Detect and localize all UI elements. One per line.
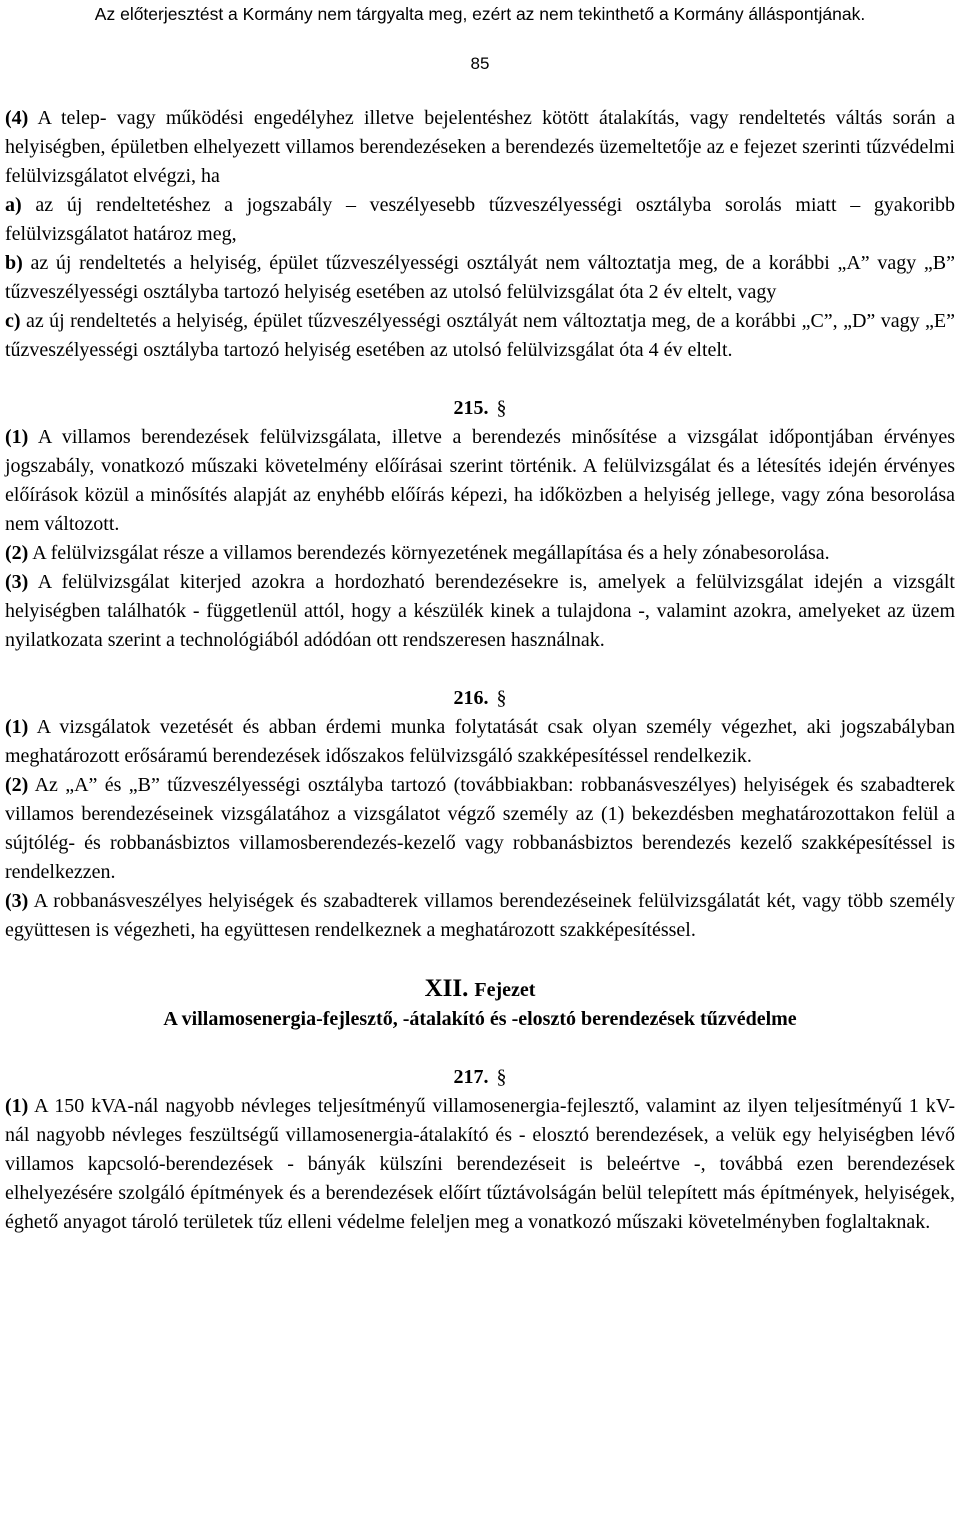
section-number: 216. xyxy=(453,687,489,709)
page-number: 85 xyxy=(470,54,490,73)
paragraph-number: (4) xyxy=(5,107,29,129)
paragraph-number: (1) xyxy=(5,1095,29,1117)
paragraph-number: (2) xyxy=(5,774,29,796)
list-text: az új rendeltetéshez a jogszabály – veszélyesebb tűzveszélyességi osztályba sorolás miatt – gyakoribb felülvizsgálatot határoz meg, xyxy=(5,194,955,245)
paragraph-214-4 xyxy=(5,104,955,191)
paragraph-text: A robbanásveszélyes helyiségek és szabadterek villamos berendezéseinek felülvizsgálatát két, vagy több személy együttesen is végezheti, ha együttesen rendelkeznek a meghatározott szakképesítéssel. xyxy=(5,890,955,941)
section-sign: § xyxy=(496,1066,507,1088)
paragraph-number: (3) xyxy=(5,890,29,912)
chapter-title: A villamosenergia-fejlesztő, -átalakító és -elosztó berendezések tűzvédelme xyxy=(163,1008,797,1030)
section-number: 217. xyxy=(453,1066,489,1088)
list-label: c) xyxy=(5,310,21,332)
list-item-b xyxy=(5,249,955,307)
document-header-note: Az előterjesztést a Kormány nem tárgyalta meg, ezért az nem tekinthető a Kormány álláspontjának. xyxy=(94,4,866,24)
list-item-c xyxy=(5,307,955,365)
chapter-label: Fejezet xyxy=(474,979,536,1001)
section-heading-215 xyxy=(5,394,955,423)
list-label: b) xyxy=(5,252,23,274)
paragraph-text: Az „A” és „B” tűzveszélyességi osztályba tartozó (továbbiakban: robbanásveszélyes) helyiségek és szabadterek villamos berendezéseinek vizsgálatához a vizsgálatot végző személy az (1) bekezdésben meghatározottakon felül a sújtólég- és robbanásbiztos villamosberendezés-kezelő vagy robbanásbiztos berendezés kezelő szakképesítéssel is rendelkezzen. xyxy=(5,774,955,883)
paragraph-216-2 xyxy=(5,771,955,887)
paragraph-text: A felülvizsgálat kiterjed azokra a hordozható berendezésekre is, amelyek a felülvizsgálat idején a vizsgált helyiségben találhatók - függetlenül attól, hogy a készülék kinek a tulajdona -, valamint azokra, amelyeket az üzem nyilatkozata szerint a technológiából adódóan ott rendszeresen használnak. xyxy=(5,571,955,651)
section-sign: § xyxy=(496,397,507,419)
section-heading-217 xyxy=(5,1063,955,1092)
paragraph-text: A 150 kVA-nál nagyobb névleges teljesítményű villamosenergia-fejlesztő, valamint az ilyen teljesítményű 1 kV-nál nagyobb névleges feszültségű villamosenergia-átalakító és - elosztó berendezések, a velük egy helyiségben lévő villamos kapcsoló-berendezések - bányák külszíni berendezéseit is beleértve -, továbbá ezen berendezések elhelyezésére szolgáló építmények és a berendezések előírt tűztávolságán belül telepített más építmények, helyiségek, éghető anyagot tároló területek tűz elleni védelme feleljen meg a vonatkozó műszaki követelményben foglaltaknak. xyxy=(5,1095,955,1233)
paragraph-217-1 xyxy=(5,1092,955,1237)
paragraph-text: A vizsgálatok vezetését és abban érdemi munka folytatását csak olyan személy végezhet, aki jogszabályban meghatározott erősáramú berendezések időszakos felülvizsgáló szakképesítéssel rendelkezik. xyxy=(5,716,955,767)
paragraph-number: (1) xyxy=(5,426,29,448)
document-body xyxy=(5,104,955,1237)
paragraph-text: A telep- vagy működési engedélyhez illetve bejelentéshez kötött átalakítás, vagy rendeltetés váltás során a helyiségben, épületben elhelyezett villamos berendezéseken a berendezés üzemeltetője az e fejezet szerinti tűzvédelmi felülvizsgálatot elvégzi, ha xyxy=(5,107,955,187)
section-number: 215. xyxy=(453,397,489,419)
list-text: az új rendeltetés a helyiség, épület tűzveszélyességi osztályát nem változtatja meg, de a korábbi „A” vagy „B” tűzveszélyességi osztályba tartozó helyiség esetében az utolsó felülvizsgálat óta 2 év eltelt, vagy xyxy=(5,252,955,303)
paragraph-215-3 xyxy=(5,568,955,655)
paragraph-number: (3) xyxy=(5,571,29,593)
paragraph-215-1 xyxy=(5,423,955,539)
list-label: a) xyxy=(5,194,22,216)
section-sign: § xyxy=(496,687,507,709)
list-item-a xyxy=(5,191,955,249)
list-text: az új rendeltetés a helyiség, épület tűzveszélyességi osztályát nem változtatja meg, de a korábbi „C”, „D” vagy „E” tűzveszélyességi osztályba tartozó helyiség esetében az utolsó felülvizsgálat óta 4 év eltelt. xyxy=(5,310,955,361)
paragraph-216-1 xyxy=(5,713,955,771)
paragraph-text: A felülvizsgálat része a villamos berendezés környezetének megállapítása és a hely zónabesorolása. xyxy=(28,542,830,564)
paragraph-number: (2) xyxy=(5,542,29,564)
paragraph-number: (1) xyxy=(5,716,29,738)
paragraph-216-3 xyxy=(5,887,955,945)
chapter-heading xyxy=(5,974,955,1005)
paragraph-215-2 xyxy=(5,539,955,568)
paragraph-text: A villamos berendezések felülvizsgálata, illetve a berendezés minősítése a vizsgálat időpontjában érvényes jogszabály, vonatkozó műszaki követelmény előírásai szerint történik. A felülvizsgálat és a létesítés idején érvényes előírások közül a minősítés alapját az enyhébb előírás képezi, ha időközben a helyiség jellege, vagy zóna besorolása nem változott. xyxy=(5,426,955,535)
chapter-roman-numeral: XII. xyxy=(424,975,469,1002)
section-heading-216 xyxy=(5,684,955,713)
